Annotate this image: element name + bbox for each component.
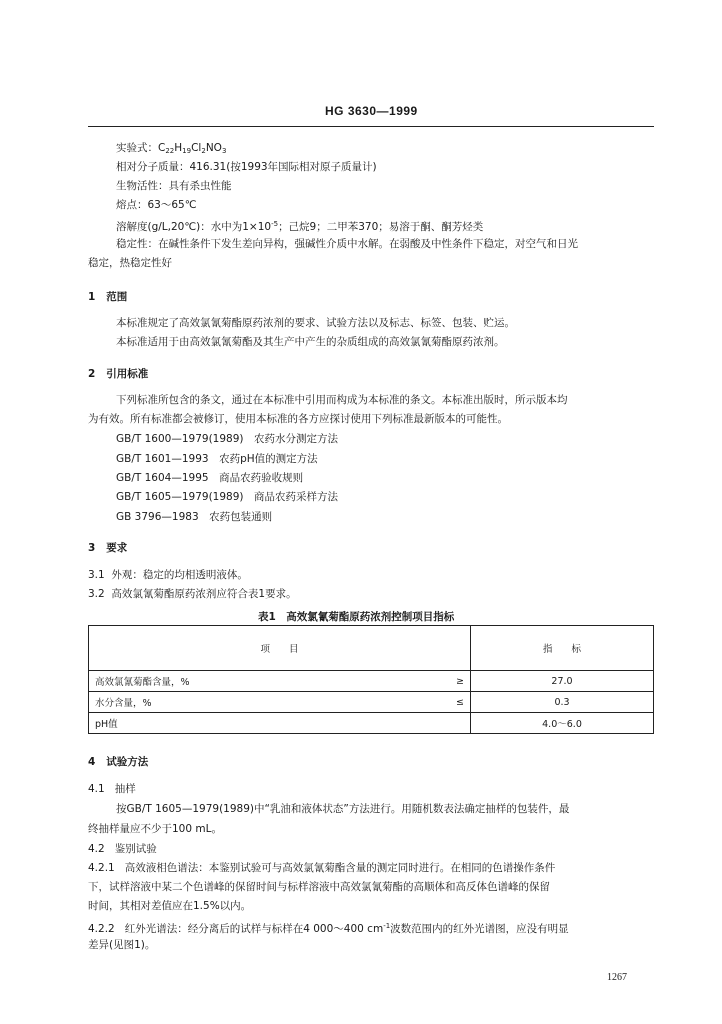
page-number: 1267	[607, 972, 627, 983]
reference-standard: GB/T 1601—1993 农药pH值的测定方法	[116, 453, 318, 465]
row-operator	[438, 713, 471, 734]
section-1-heading: 1 范围	[88, 291, 128, 303]
row-value: 4.0～6.0	[471, 713, 654, 734]
clause-4-2-1-line-3: 时间，其相对差值应在1.5%以内。	[88, 900, 252, 912]
reference-standard: GB 3796—1983 农药包装通则	[116, 511, 273, 523]
row-item: pH值	[89, 713, 439, 734]
clause-4-2-heading: 4.2 鉴别试验	[88, 843, 157, 855]
clause-4-2-2-line-1: 4.2.2 红外光谱法：经分离后的试样与标样在4 000～400 $cm^{-1}$波数范围内的红外光谱图，应没有明显	[88, 922, 569, 935]
row-item: 高效氯氰菊酯含量，%	[89, 671, 439, 692]
section-2-intro-2: 为有效。所有标准都会被修订，使用本标准的各方应探讨使用下列标准最新版本的可能性。	[88, 413, 508, 425]
section-2-intro-1: 下列标准所包含的条文，通过在本标准中引用而构成为本标准的条文。本标准出版时，所示版本均	[116, 394, 568, 406]
section-3-heading: 3 要求	[88, 542, 128, 554]
bioactivity: 生物活性：具有杀虫性能	[116, 180, 232, 192]
column-header-item: 项 目	[89, 626, 471, 671]
standard-code-header: HG 3630—1999	[325, 104, 418, 118]
row-operator: ≤	[438, 692, 471, 713]
molecular-weight: 相对分子质量：416.31(按1993年国际相对原子质量计)	[116, 161, 377, 173]
row-value: 27.0	[471, 671, 654, 692]
section-4-heading: 4 试验方法	[88, 756, 149, 768]
header-rule	[88, 126, 654, 127]
reference-standard: GB/T 1600—1979(1989) 农药水分测定方法	[116, 433, 338, 445]
stability-line-2: 稳定，热稳定性好	[88, 257, 172, 269]
clause-4-1-line-2: 终抽样量应不少于100 mL。	[88, 823, 222, 835]
row-value: 0.3	[471, 692, 654, 713]
reference-standard: GB/T 1605—1979(1989) 商品农药采样方法	[116, 491, 338, 503]
column-header-value: 指 标	[471, 626, 654, 671]
clause-4-2-2-line-2: 差异(见图1)。	[88, 939, 156, 951]
clause-3-1: 3.1 外观：稳定的均相透明液体。	[88, 569, 248, 581]
table-1	[88, 625, 654, 734]
section-1-line-1: 本标准规定了高效氯氰菊酯原药浓剂的要求、试验方法以及标志、标签、包装、贮运。	[116, 317, 515, 329]
table-row	[89, 671, 654, 692]
clause-4-1-heading: 4.1 抽样	[88, 783, 136, 795]
table-row	[89, 713, 654, 734]
table-row	[89, 692, 654, 713]
clause-4-2-1-line-2: 下，试样溶液中某二个色谱峰的保留时间与标样溶液中高效氯氰菊酯的高顺体和高反体色谱峰的保留	[88, 881, 550, 893]
row-item: 水分含量，%	[89, 692, 439, 713]
section-2-heading: 2 引用标准	[88, 368, 149, 380]
reference-standard: GB/T 1604—1995 商品农药验收规则	[116, 472, 304, 484]
row-operator: ≥	[438, 671, 471, 692]
solubility: 溶解度(g/L,20℃)：水中为$1\times 10^{-5}$；己烷9；二甲苯370；易溶于酮、酮芳烃类	[116, 220, 484, 233]
table-header-row	[89, 626, 654, 671]
clause-4-2-1-line-1: 4.2.1 高效液相色谱法：本鉴别试验可与高效氯氰菊酯含量的测定同时进行。在相同的色谱操作条件	[88, 862, 556, 874]
empirical-formula: 实验式：$C_{22}H_{19}Cl_2NO_3$	[116, 142, 227, 155]
stability-line-1: 稳定性：在碱性条件下发生差向异构，强碱性介质中水解。在弱酸及中性条件下稳定，对空气和日光	[116, 238, 578, 250]
clause-4-1-line-1: 按GB/T 1605—1979(1989)中“乳油和液体状态”方法进行。用随机数表法确定抽样的包装件，最	[116, 803, 570, 815]
section-1-line-2: 本标准适用于由高效氯氰菊酯及其生产中产生的杂质组成的高效氯氰菊酯原药浓剂。	[116, 336, 505, 348]
clause-3-2: 3.2 高效氯氰菊酯原药浓剂应符合表1要求。	[88, 588, 297, 600]
table-1-caption: 表1 高效氯氰菊酯原药浓剂控制项目指标	[258, 611, 455, 623]
melting-point: 熔点：63～65℃	[116, 199, 197, 211]
